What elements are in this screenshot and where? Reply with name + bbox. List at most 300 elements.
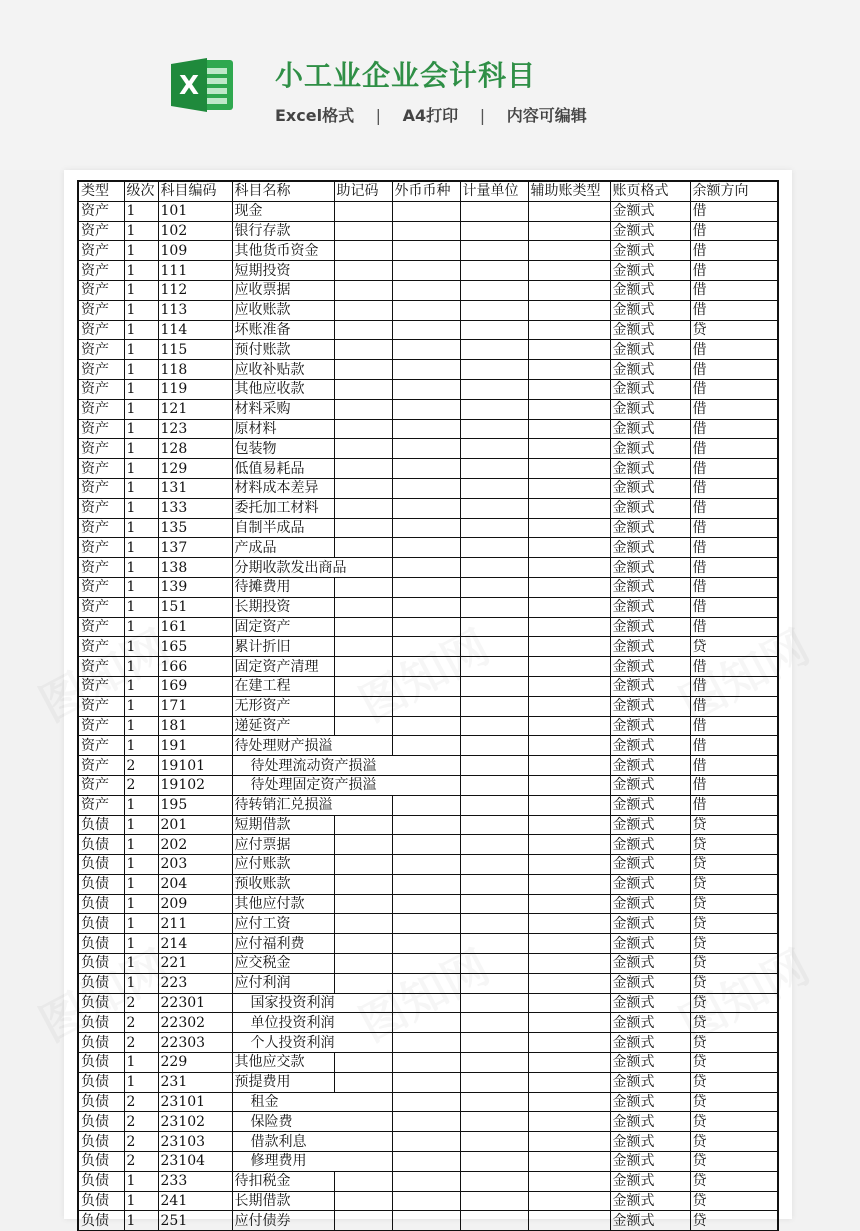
table-row (78, 241, 778, 261)
cell-empty (334, 280, 392, 300)
cell-empty (528, 399, 610, 419)
cell-empty (460, 914, 528, 934)
column-header: 账页格式 (610, 181, 690, 201)
cell-level: 1 (124, 954, 158, 974)
cell-empty (460, 261, 528, 281)
cell-empty (392, 1092, 460, 1112)
cell-type: 负债 (78, 1092, 124, 1112)
cell-empty (334, 815, 392, 835)
cell-balance-direction: 借 (690, 498, 778, 518)
cell-empty (460, 795, 528, 815)
cell-empty (460, 379, 528, 399)
cell-balance-direction: 贷 (690, 815, 778, 835)
cell-page-format: 金额式 (610, 973, 690, 993)
cell-balance-direction: 借 (690, 775, 778, 795)
table-row (78, 1152, 778, 1172)
cell-empty (528, 558, 610, 578)
cell-balance-direction: 借 (690, 577, 778, 597)
cell-level: 1 (124, 241, 158, 261)
cell-name: 短期投资 (232, 261, 334, 281)
cell-empty (528, 637, 610, 657)
cell-level: 1 (124, 676, 158, 696)
cell-type: 负债 (78, 1132, 124, 1152)
cell-name: 固定资产 (232, 617, 334, 637)
cell-page-format: 金额式 (610, 1053, 690, 1073)
cell-level: 1 (124, 914, 158, 934)
cell-empty (460, 498, 528, 518)
cell-code: 139 (158, 577, 232, 597)
column-header: 类型 (78, 181, 124, 201)
cell-empty (392, 241, 460, 261)
cell-name: 应付福利费 (232, 934, 334, 954)
cell-balance-direction: 借 (690, 439, 778, 459)
cell-type: 负债 (78, 1171, 124, 1191)
cell-empty (334, 696, 392, 716)
column-header: 计量单位 (460, 181, 528, 201)
cell-code: 23102 (158, 1112, 232, 1132)
cell-level: 2 (124, 1033, 158, 1053)
cell-empty (334, 518, 392, 538)
cell-type: 负债 (78, 1072, 124, 1092)
cell-empty (334, 459, 392, 479)
cell-empty (528, 241, 610, 261)
tag-print: A4打印 (402, 106, 459, 125)
cell-type: 资产 (78, 597, 124, 617)
cell-level: 1 (124, 419, 158, 439)
cell-type: 资产 (78, 360, 124, 380)
cell-name: 待处理流动资产损溢 (232, 756, 460, 776)
cell-empty (528, 261, 610, 281)
cell-type: 资产 (78, 241, 124, 261)
cell-type: 资产 (78, 676, 124, 696)
cell-name: 委托加工材料 (232, 498, 334, 518)
cell-page-format: 金额式 (610, 954, 690, 974)
cell-balance-direction: 借 (690, 221, 778, 241)
table-row (78, 320, 778, 340)
cell-type: 负债 (78, 1191, 124, 1211)
cell-page-format: 金额式 (610, 379, 690, 399)
cell-type: 资产 (78, 340, 124, 360)
cell-page-format: 金额式 (610, 637, 690, 657)
cell-empty (460, 360, 528, 380)
cell-empty (392, 795, 460, 815)
cell-empty (334, 439, 392, 459)
cell-empty (334, 538, 392, 558)
cell-code: 135 (158, 518, 232, 538)
table-row (78, 261, 778, 281)
cell-type: 资产 (78, 716, 124, 736)
cell-name: 材料采购 (232, 399, 334, 419)
cell-empty (460, 558, 528, 578)
cell-name: 长期借款 (232, 1191, 334, 1211)
cell-empty (392, 1013, 460, 1033)
cell-level: 1 (124, 518, 158, 538)
cell-empty (528, 280, 610, 300)
cell-code: 113 (158, 300, 232, 320)
tag-separator: | (375, 106, 382, 125)
cell-name: 应收补贴款 (232, 360, 334, 380)
cell-type: 负债 (78, 1053, 124, 1073)
cell-empty (392, 914, 460, 934)
cell-empty (460, 320, 528, 340)
cell-name: 其他应交款 (232, 1053, 334, 1073)
cell-balance-direction: 贷 (690, 894, 778, 914)
cell-empty (460, 597, 528, 617)
cell-empty (460, 201, 528, 221)
cell-code: 229 (158, 1053, 232, 1073)
cell-type: 资产 (78, 696, 124, 716)
cell-balance-direction: 借 (690, 419, 778, 439)
cell-empty (460, 954, 528, 974)
cell-code: 131 (158, 478, 232, 498)
tag-separator: | (479, 106, 486, 125)
cell-level: 2 (124, 756, 158, 776)
cell-code: 161 (158, 617, 232, 637)
cell-name: 无形资产 (232, 696, 334, 716)
cell-empty (460, 1013, 528, 1033)
cell-empty (528, 894, 610, 914)
cell-code: 111 (158, 261, 232, 281)
cell-empty (392, 1033, 460, 1053)
table-row (78, 934, 778, 954)
table-row (78, 736, 778, 756)
cell-name: 其他货币资金 (232, 241, 334, 261)
cell-empty (528, 716, 610, 736)
cell-empty (392, 419, 460, 439)
cell-page-format: 金额式 (610, 1171, 690, 1191)
cell-balance-direction: 贷 (690, 1132, 778, 1152)
cell-empty (460, 1112, 528, 1132)
table-row (78, 1191, 778, 1211)
cell-page-format: 金额式 (610, 201, 690, 221)
cell-empty (460, 300, 528, 320)
cell-code: 19101 (158, 756, 232, 776)
cell-code: 231 (158, 1072, 232, 1092)
cell-code: 191 (158, 736, 232, 756)
cell-empty (334, 716, 392, 736)
cell-empty (528, 459, 610, 479)
cell-page-format: 金额式 (610, 1033, 690, 1053)
cell-empty (334, 855, 392, 875)
cell-empty (392, 478, 460, 498)
cell-type: 资产 (78, 775, 124, 795)
cell-empty (392, 1211, 460, 1231)
cell-empty (528, 696, 610, 716)
table-row (78, 993, 778, 1013)
cell-page-format: 金额式 (610, 1152, 690, 1172)
cell-level: 1 (124, 221, 158, 241)
table-row (78, 637, 778, 657)
cell-level: 1 (124, 716, 158, 736)
cell-empty (528, 657, 610, 677)
tag-format: Excel格式 (275, 106, 355, 125)
cell-code: 214 (158, 934, 232, 954)
table-row (78, 478, 778, 498)
cell-code: 109 (158, 241, 232, 261)
cell-balance-direction: 借 (690, 756, 778, 776)
cell-empty (528, 954, 610, 974)
cell-type: 负债 (78, 1211, 124, 1231)
cell-empty (392, 538, 460, 558)
cell-page-format: 金额式 (610, 597, 690, 617)
cell-type: 负债 (78, 894, 124, 914)
cell-type: 资产 (78, 538, 124, 558)
cell-empty (334, 1072, 392, 1092)
cell-empty (460, 419, 528, 439)
cell-empty (528, 973, 610, 993)
cell-code: 223 (158, 973, 232, 993)
cell-type: 负债 (78, 934, 124, 954)
cell-empty (334, 597, 392, 617)
table-row (78, 914, 778, 934)
cell-balance-direction: 借 (690, 280, 778, 300)
table-row (78, 696, 778, 716)
cell-empty (460, 538, 528, 558)
cell-empty (460, 1132, 528, 1152)
cell-empty (528, 478, 610, 498)
table-row (78, 221, 778, 241)
cell-empty (528, 815, 610, 835)
cell-empty (460, 1092, 528, 1112)
cell-empty (334, 676, 392, 696)
cell-balance-direction: 借 (690, 399, 778, 419)
cell-level: 2 (124, 993, 158, 1013)
cell-type: 负债 (78, 874, 124, 894)
cell-empty (334, 478, 392, 498)
cell-balance-direction: 借 (690, 459, 778, 479)
cell-empty (334, 419, 392, 439)
cell-empty (392, 716, 460, 736)
cell-name: 低值易耗品 (232, 459, 334, 479)
cell-type: 资产 (78, 577, 124, 597)
cell-page-format: 金额式 (610, 676, 690, 696)
cell-empty (460, 676, 528, 696)
cell-level: 2 (124, 1092, 158, 1112)
cell-level: 1 (124, 459, 158, 479)
table-row (78, 894, 778, 914)
cell-balance-direction: 贷 (690, 1033, 778, 1053)
cell-empty (334, 498, 392, 518)
page-header (0, 0, 860, 170)
table-row (78, 459, 778, 479)
cell-empty (392, 320, 460, 340)
cell-type: 负债 (78, 835, 124, 855)
cell-empty (460, 241, 528, 261)
cell-code: 19102 (158, 775, 232, 795)
cell-balance-direction: 贷 (690, 973, 778, 993)
cell-code: 118 (158, 360, 232, 380)
cell-empty (528, 1132, 610, 1152)
cell-empty (334, 1171, 392, 1191)
cell-name: 待摊费用 (232, 577, 334, 597)
cell-empty (460, 1211, 528, 1231)
cell-empty (460, 459, 528, 479)
account-table (77, 180, 779, 1231)
cell-type: 资产 (78, 795, 124, 815)
table-row (78, 1033, 778, 1053)
cell-name: 待转销汇兑损溢 (232, 795, 392, 815)
cell-balance-direction: 贷 (690, 637, 778, 657)
cell-page-format: 金额式 (610, 478, 690, 498)
cell-name: 递延资产 (232, 716, 334, 736)
cell-balance-direction: 贷 (690, 1112, 778, 1132)
cell-empty (528, 1211, 610, 1231)
cell-empty (528, 221, 610, 241)
cell-name: 应付票据 (232, 835, 334, 855)
cell-code: 23103 (158, 1132, 232, 1152)
cell-empty (392, 459, 460, 479)
cell-empty (392, 1112, 460, 1132)
cell-page-format: 金额式 (610, 360, 690, 380)
table-row (78, 201, 778, 221)
cell-empty (334, 340, 392, 360)
cell-code: 195 (158, 795, 232, 815)
cell-balance-direction: 贷 (690, 1152, 778, 1172)
cell-empty (334, 657, 392, 677)
cell-empty (392, 379, 460, 399)
cell-balance-direction: 贷 (690, 855, 778, 875)
cell-empty (460, 716, 528, 736)
cell-code: 133 (158, 498, 232, 518)
cell-balance-direction: 借 (690, 340, 778, 360)
cell-name: 短期借款 (232, 815, 334, 835)
cell-empty (460, 577, 528, 597)
cell-level: 1 (124, 577, 158, 597)
cell-name: 应收票据 (232, 280, 334, 300)
cell-empty (334, 399, 392, 419)
cell-page-format: 金额式 (610, 1092, 690, 1112)
cell-code: 221 (158, 954, 232, 974)
cell-balance-direction: 贷 (690, 1191, 778, 1211)
cell-empty (528, 498, 610, 518)
cell-empty (528, 756, 610, 776)
cell-empty (392, 399, 460, 419)
cell-empty (392, 340, 460, 360)
cell-level: 1 (124, 320, 158, 340)
cell-type: 资产 (78, 261, 124, 281)
cell-empty (460, 1053, 528, 1073)
cell-balance-direction: 贷 (690, 835, 778, 855)
cell-name: 应付利润 (232, 973, 334, 993)
cell-name: 材料成本差异 (232, 478, 334, 498)
cell-balance-direction: 贷 (690, 1072, 778, 1092)
cell-level: 1 (124, 399, 158, 419)
cell-level: 1 (124, 617, 158, 637)
cell-page-format: 金额式 (610, 736, 690, 756)
cell-empty (334, 637, 392, 657)
table-row (78, 973, 778, 993)
table-row (78, 617, 778, 637)
cell-empty (334, 379, 392, 399)
cell-level: 2 (124, 1152, 158, 1172)
cell-empty (334, 1191, 392, 1211)
cell-level: 1 (124, 478, 158, 498)
cell-page-format: 金额式 (610, 419, 690, 439)
cell-name: 修理费用 (232, 1152, 392, 1172)
cell-name: 预收账款 (232, 874, 334, 894)
cell-name: 在建工程 (232, 676, 334, 696)
cell-empty (334, 914, 392, 934)
cell-level: 1 (124, 300, 158, 320)
cell-empty (392, 261, 460, 281)
cell-name: 累计折旧 (232, 637, 334, 657)
cell-empty (460, 280, 528, 300)
cell-page-format: 金额式 (610, 340, 690, 360)
cell-empty (460, 815, 528, 835)
cell-code: 137 (158, 538, 232, 558)
cell-empty (528, 340, 610, 360)
cell-code: 119 (158, 379, 232, 399)
column-header: 科目名称 (232, 181, 334, 201)
cell-empty (392, 360, 460, 380)
cell-name: 待处理财产损溢 (232, 736, 392, 756)
cell-code: 211 (158, 914, 232, 934)
cell-level: 2 (124, 1112, 158, 1132)
cell-code: 101 (158, 201, 232, 221)
cell-empty (460, 993, 528, 1013)
cell-empty (392, 835, 460, 855)
cell-level: 1 (124, 280, 158, 300)
column-header: 级次 (124, 181, 158, 201)
logo-letter: X (178, 71, 200, 101)
table-row (78, 1211, 778, 1231)
cell-code: 23101 (158, 1092, 232, 1112)
cell-empty (392, 894, 460, 914)
cell-name: 分期收款发出商品 (232, 558, 392, 578)
cell-type: 负债 (78, 815, 124, 835)
cell-empty (460, 399, 528, 419)
cell-name: 预付账款 (232, 340, 334, 360)
cell-empty (528, 934, 610, 954)
cell-empty (334, 320, 392, 340)
cell-empty (528, 1152, 610, 1172)
cell-name: 坏账准备 (232, 320, 334, 340)
cell-empty (334, 261, 392, 281)
table-row (78, 954, 778, 974)
cell-level: 1 (124, 973, 158, 993)
table-row (78, 815, 778, 835)
cell-empty (460, 756, 528, 776)
page-title: 小工业企业会计科目 (275, 59, 537, 92)
cell-level: 1 (124, 379, 158, 399)
cell-empty (334, 241, 392, 261)
cell-type: 资产 (78, 617, 124, 637)
table-row (78, 399, 778, 419)
cell-empty (392, 221, 460, 241)
cell-empty (528, 201, 610, 221)
cell-level: 1 (124, 855, 158, 875)
cell-page-format: 金额式 (610, 439, 690, 459)
cell-balance-direction: 贷 (690, 1211, 778, 1231)
cell-empty (392, 518, 460, 538)
cell-empty (334, 934, 392, 954)
table-row (78, 874, 778, 894)
cell-page-format: 金额式 (610, 300, 690, 320)
table-row (78, 340, 778, 360)
cell-name: 应交税金 (232, 954, 334, 974)
cell-empty (460, 340, 528, 360)
cell-empty (334, 360, 392, 380)
cell-balance-direction: 贷 (690, 1171, 778, 1191)
cell-level: 1 (124, 558, 158, 578)
cell-name: 国家投资利润 (232, 993, 392, 1013)
cell-empty (392, 300, 460, 320)
cell-balance-direction: 借 (690, 736, 778, 756)
cell-page-format: 金额式 (610, 756, 690, 776)
cell-empty (528, 439, 610, 459)
cell-balance-direction: 借 (690, 241, 778, 261)
cell-empty (392, 736, 460, 756)
